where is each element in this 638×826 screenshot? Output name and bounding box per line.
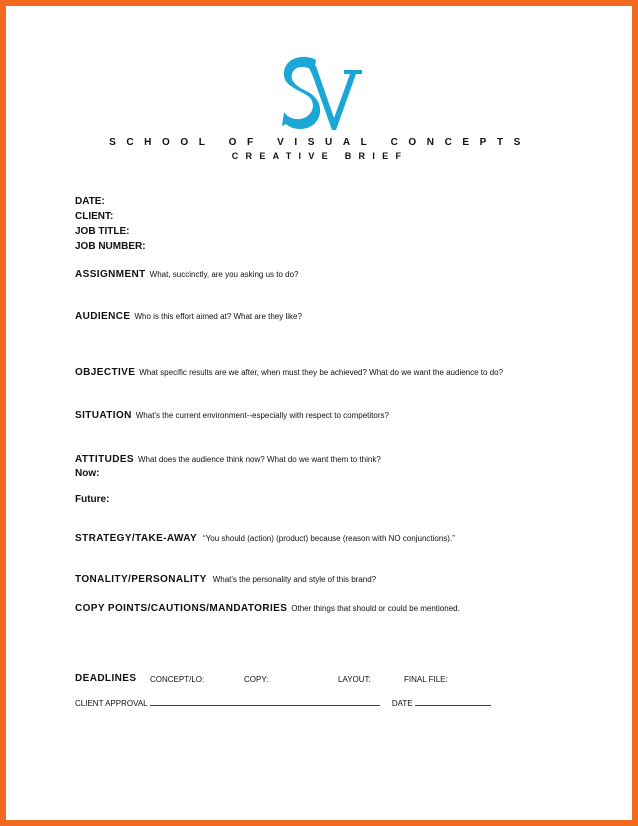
copy-points-section — [75, 603, 460, 614]
deadline-copy-label: COPY: — [244, 675, 269, 684]
approval-date-label: DATE — [391, 699, 413, 708]
deadline-layout-label: LAYOUT: — [338, 675, 371, 684]
strategy-question: “You should (action) (product) because (reason with NO conjunctions).” — [203, 534, 455, 543]
audience-label: AUDIENCE — [75, 311, 131, 322]
objective-question: What specific results are we after, when must they be achieved? What do we want the audience to do? — [139, 368, 504, 377]
client-approval-label: CLIENT APPROVAL — [75, 699, 148, 708]
tonality-question: What's the personality and style of this brand? — [212, 575, 377, 584]
copy-points-label: COPY POINTS/CAUTIONS/MANDATORIES — [75, 603, 288, 614]
attitudes-question: What does the audience think now? What do we want them to think? — [137, 455, 381, 464]
deadline-concept-label: CONCEPT/LO: — [150, 675, 205, 684]
tonality-section — [75, 574, 376, 585]
strategy-label: STRATEGY/TAKE-AWAY — [75, 533, 198, 544]
approval-date-line[interactable] — [415, 699, 491, 706]
assignment-question: What, succinctly, are you asking us to do? — [149, 270, 299, 279]
attitudes-label: ATTITUDES — [75, 454, 134, 465]
logo-s-shape — [282, 57, 320, 129]
meta-block — [75, 194, 146, 254]
attitudes-now-label: Now: — [75, 468, 100, 479]
objective-section — [75, 367, 503, 378]
strategy-section — [75, 533, 455, 544]
assignment-label: ASSIGNMENT — [75, 269, 146, 280]
objective-label: OBJECTIVE — [75, 367, 136, 378]
approval-row — [75, 699, 491, 708]
copy-points-question: Other things that should or could be mentioned. — [291, 604, 460, 613]
attitudes-section — [75, 454, 381, 465]
svc-logo-mark — [278, 52, 362, 136]
situation-label: SITUATION — [75, 410, 132, 421]
date-label: DATE: — [75, 196, 105, 207]
client-label: CLIENT: — [75, 211, 114, 222]
situation-question: What's the current environment--especially with respect to competitors? — [135, 411, 389, 420]
job-title-label: JOB TITLE: — [75, 226, 130, 237]
attitudes-future-label: Future: — [75, 494, 110, 505]
tonality-label: TONALITY/PERSONALITY — [75, 574, 207, 585]
audience-question: Who is this effort aimed at? What are they like? — [134, 312, 302, 321]
situation-section — [75, 410, 389, 421]
deadline-final-file-label: FINAL FILE: — [404, 675, 448, 684]
school-name: SCHOOL OF VISUAL CONCEPTS — [109, 137, 531, 148]
document-title: CREATIVE BRIEF — [231, 151, 409, 161]
assignment-section — [75, 269, 298, 280]
audience-section — [75, 311, 302, 322]
client-approval-line[interactable] — [150, 699, 380, 706]
job-number-label: JOB NUMBER: — [75, 241, 146, 252]
deadlines-label: DEADLINES — [75, 673, 137, 684]
svc-logo — [278, 52, 362, 136]
